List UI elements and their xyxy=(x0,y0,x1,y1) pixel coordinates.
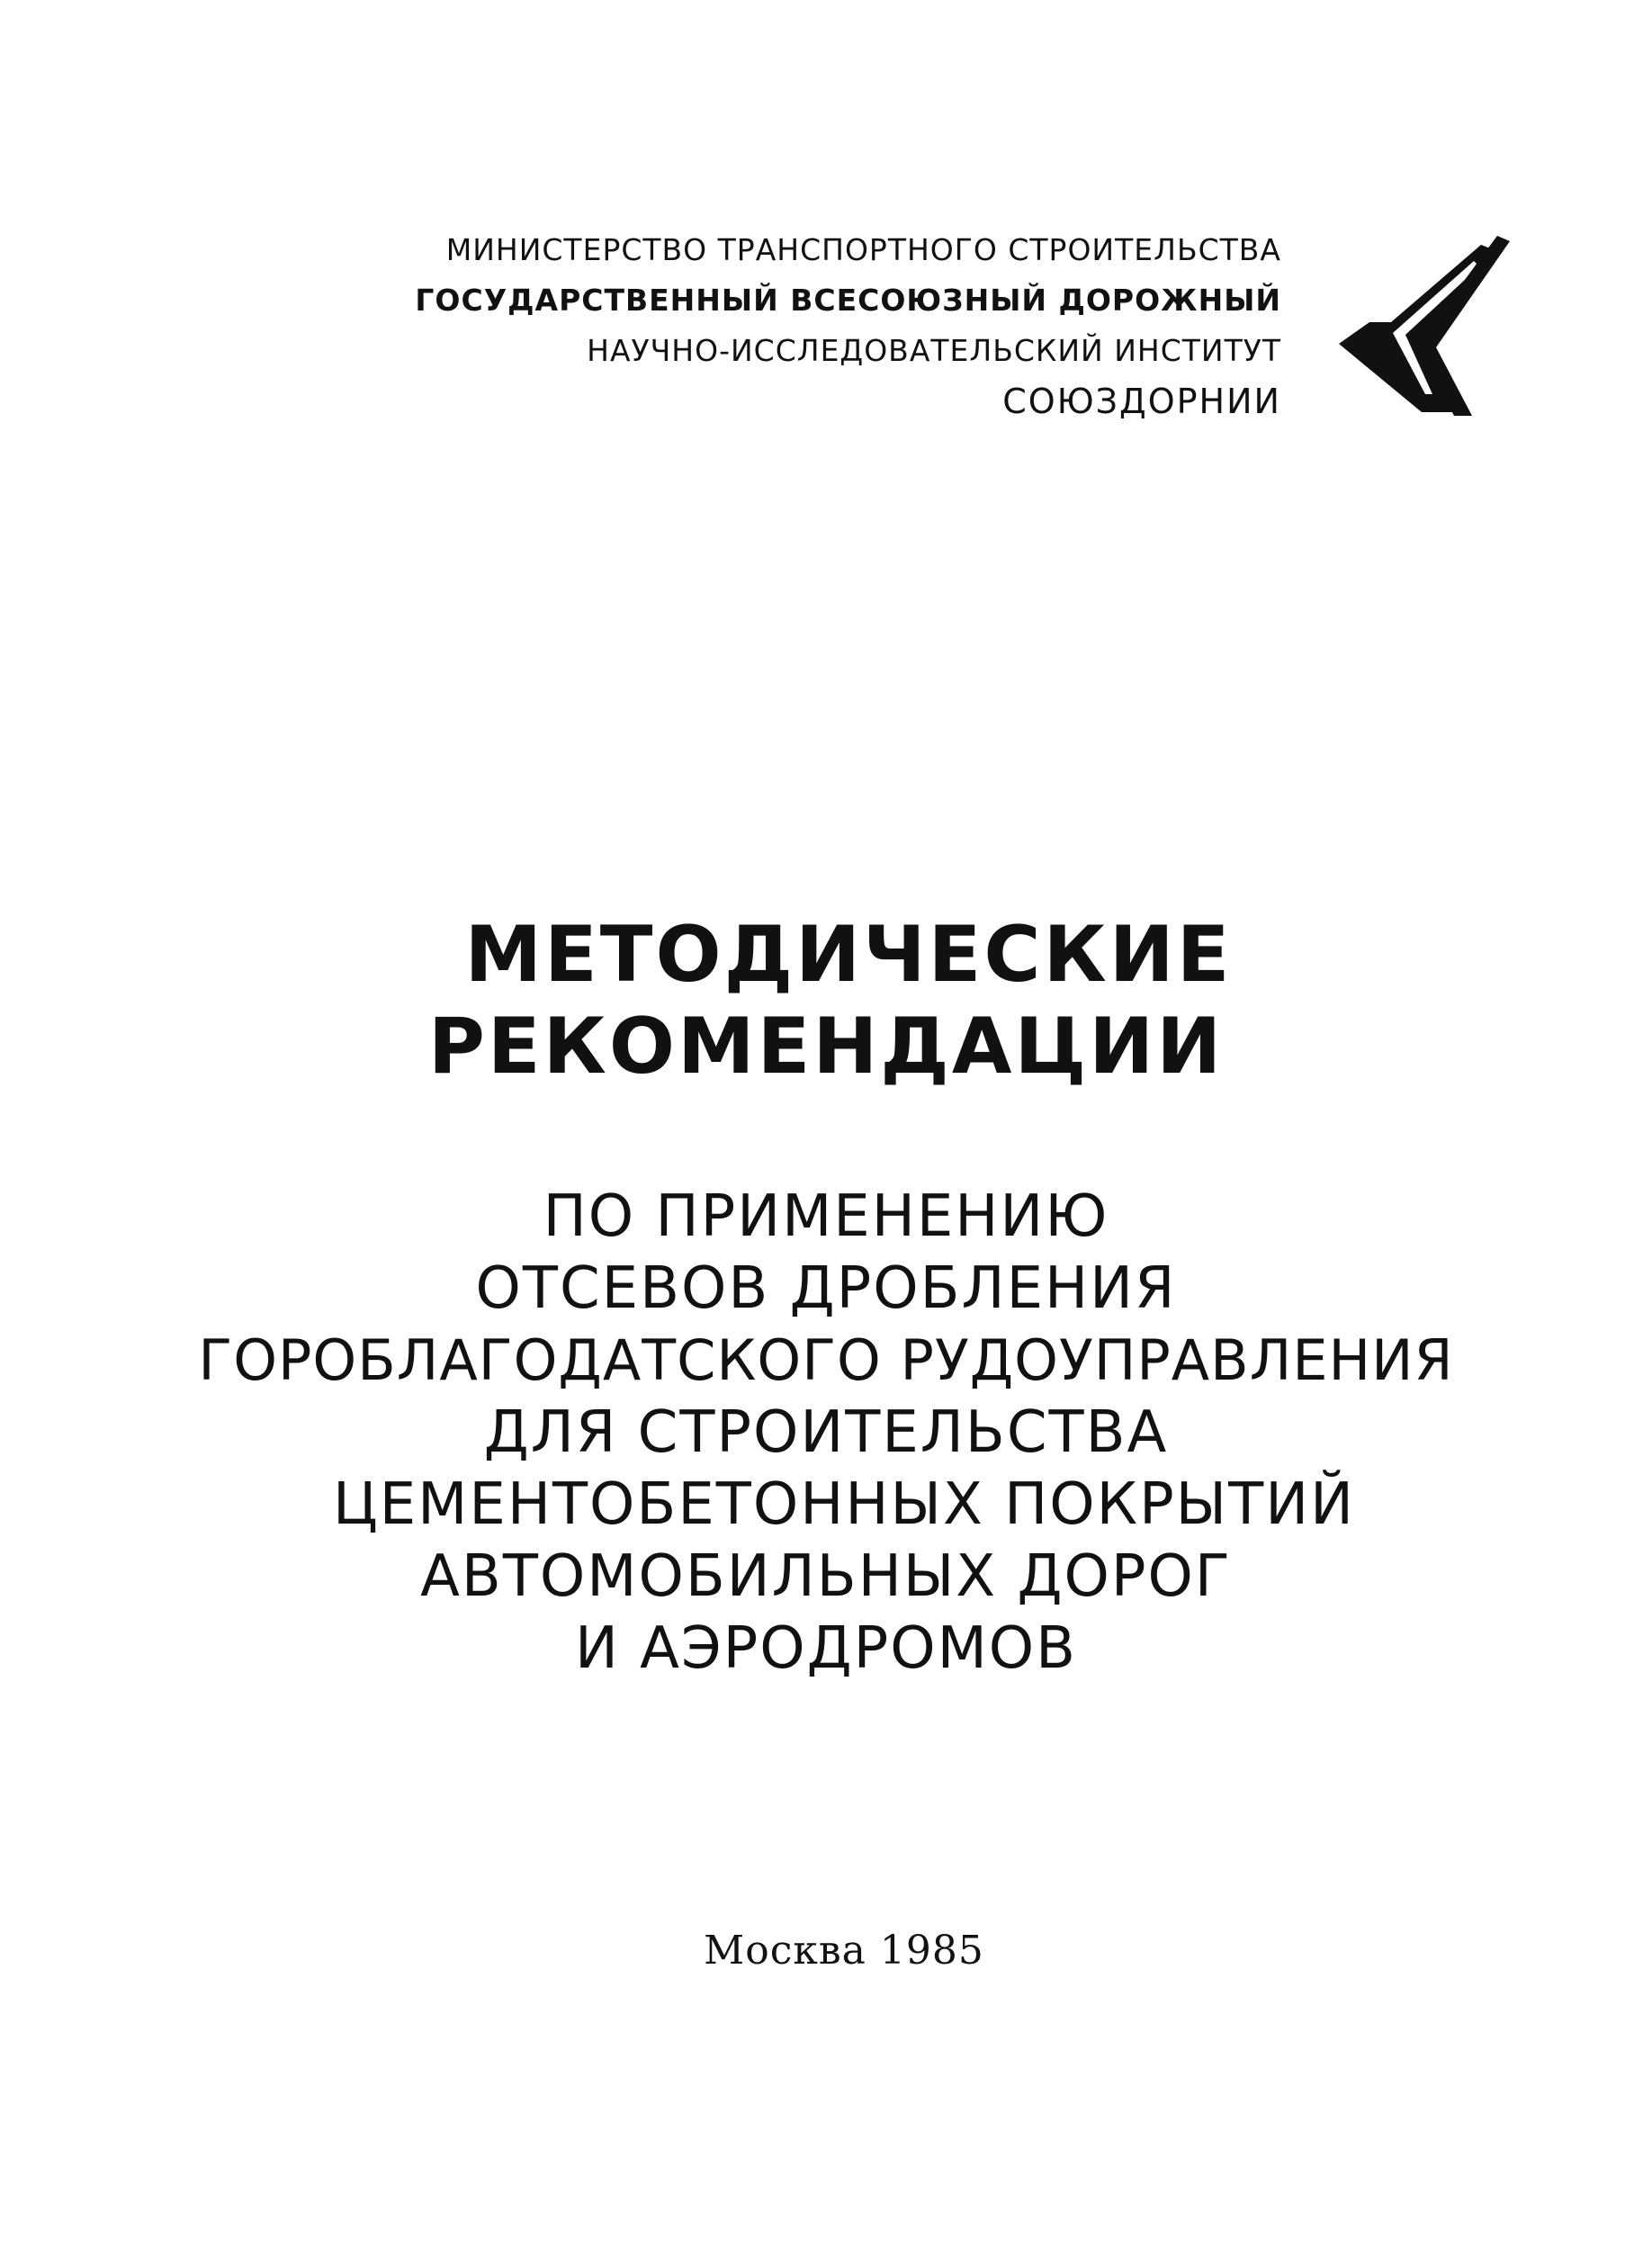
subtitle-line: ЦЕМЕНТОБЕТОННЫХ ПОКРЫТИЙ xyxy=(333,1471,1355,1538)
subtitle-line: ПО ПРИМЕНЕНИЮ xyxy=(543,1183,1109,1250)
subtitle-line: ГОРОБЛАГОДАТСКОГО РУДОУПРАВЛЕНИЯ xyxy=(198,1327,1454,1393)
organization-name: СОЮЗДОРНИИ xyxy=(1002,382,1281,421)
title-line: РЕКОМЕНДАЦИИ xyxy=(427,1002,1225,1092)
organization-institute-type: ГОСУДАРСТВЕННЫЙ ВСЕСОЮЗНЫЙ ДОРОЖНЫЙ xyxy=(415,283,1281,318)
subtitle-line: ДЛЯ СТРОИТЕЛЬСТВА xyxy=(483,1399,1169,1466)
subtitle-line: И АЭРОДРОМОВ xyxy=(574,1615,1078,1682)
road-logo-icon xyxy=(1339,236,1514,416)
organization-institute-kind: НАУЧНО-ИССЛЕДОВАТЕЛЬСКИЙ ИНСТИТУТ xyxy=(587,333,1281,368)
organization-header xyxy=(415,225,1281,427)
publication-place-year: Москва 1985 xyxy=(704,1928,984,1974)
document-title xyxy=(0,909,1652,1093)
title-line: МЕТОДИЧЕСКИЕ xyxy=(464,910,1233,1000)
document-subtitle xyxy=(0,1181,1652,1685)
organization-ministry: МИНИСТЕРСТВО ТРАНСПОРТНОГО СТРОИТЕЛЬСТВА xyxy=(445,232,1281,267)
subtitle-line: ОТСЕВОВ ДРОБЛЕНИЯ xyxy=(475,1255,1177,1322)
subtitle-line: АВТОМОБИЛЬНЫХ ДОРОГ xyxy=(420,1543,1232,1610)
